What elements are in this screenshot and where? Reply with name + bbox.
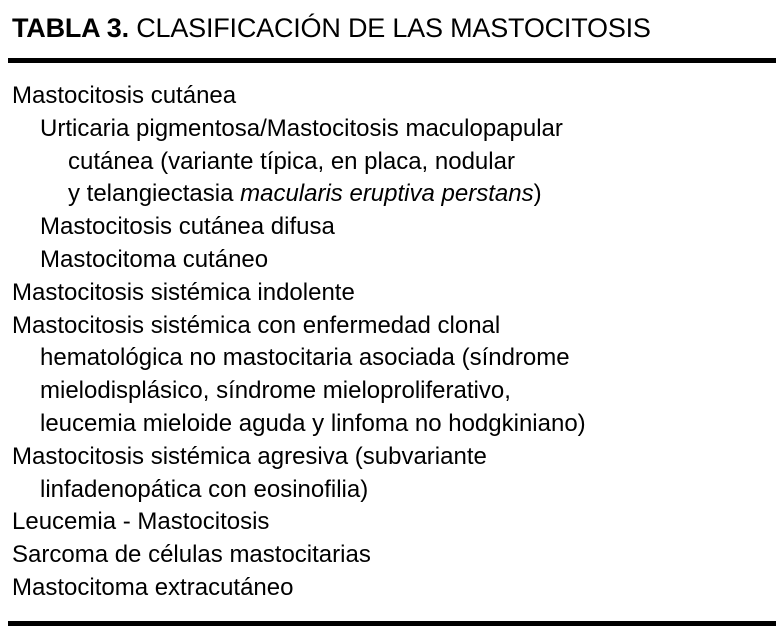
- list-item: Mastocitosis sistémica indolente: [12, 278, 355, 306]
- list-item: Sarcoma de células mastocitarias: [12, 541, 371, 569]
- list-item-text: ): [533, 180, 542, 208]
- bottom-rule: [8, 621, 776, 626]
- list-item: [12, 178, 776, 211]
- list-item: mielodisplásico, síndrome mieloproliferativo,: [40, 377, 511, 405]
- list-item: Mastocitosis cutánea: [12, 82, 237, 109]
- list-item: Urticaria pigmentosa/Mastocitosis maculopapular: [40, 114, 563, 142]
- list-item: Mastocitosis cutánea difusa: [40, 213, 335, 241]
- list-item: Mastocitosis sistémica agresiva (subvariante: [12, 442, 487, 470]
- list-item: Leucemia - Mastocitosis: [12, 508, 270, 536]
- list-item: hematológica no mastocitaria asociada (síndrome: [40, 344, 570, 372]
- table-label: TABLA 3.: [12, 13, 129, 43]
- top-rule: [8, 58, 776, 63]
- list-item: Mastocitosis sistémica con enfermedad clonal: [12, 311, 501, 339]
- list-item-italic-text: macularis eruptiva perstans: [240, 180, 534, 208]
- list-item: leucemia mieloide aguda y linfoma no hodgkiniano): [40, 409, 586, 437]
- table-title-text: CLASIFICACIÓN DE LAS MASTOCITOSIS: [136, 13, 651, 43]
- list-item: Mastocitoma extracutáneo: [12, 573, 294, 601]
- table-title: [12, 12, 651, 44]
- list-item: Mastocitoma cutáneo: [40, 245, 269, 273]
- list-item-text: y telangiectasia: [68, 180, 241, 208]
- list-item: linfadenopática con eosinofilia): [40, 475, 369, 503]
- classification-list: [12, 80, 776, 605]
- list-item: cutánea (variante típica, en placa, nodular: [68, 147, 515, 175]
